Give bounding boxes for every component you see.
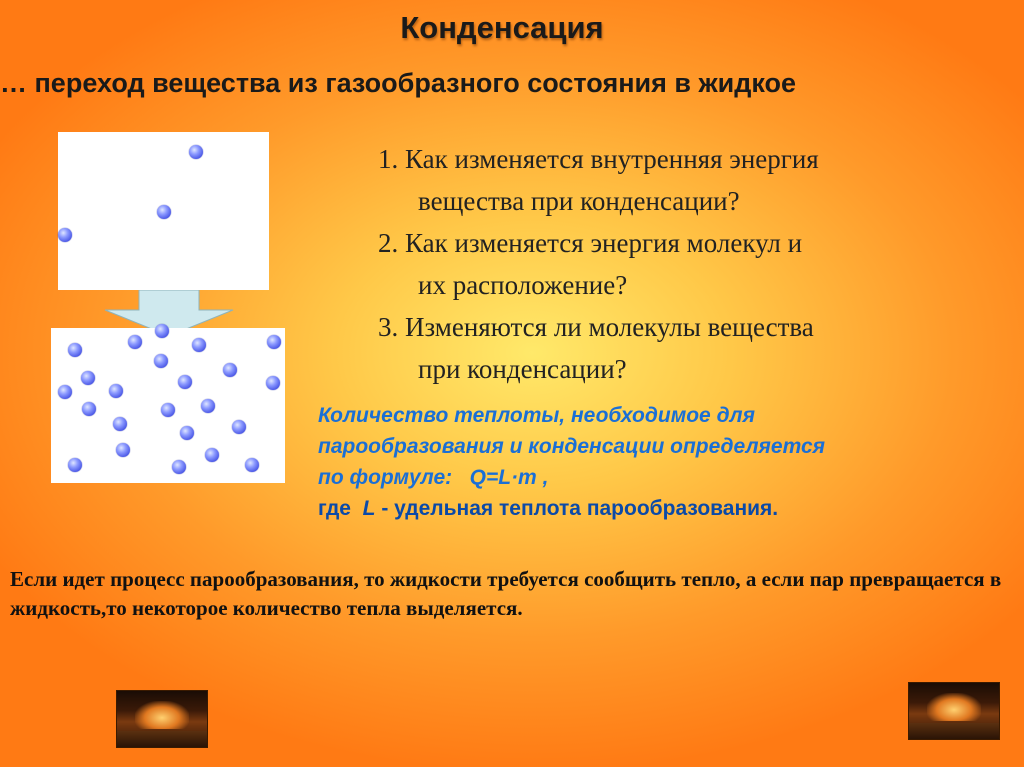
question-3-line-2: при конденсации? [418, 354, 627, 384]
liquid-molecule [192, 338, 206, 352]
formula-line-1: Количество теплоты, необходимое для [318, 404, 755, 427]
question-1-line-1: 1. Как изменяется внутренняя энергия [378, 144, 819, 174]
formula-where: где [318, 497, 351, 520]
liquid-molecule [154, 354, 168, 368]
liquid-molecule [58, 385, 72, 399]
formula-line-3 [318, 462, 1018, 493]
liquid-molecule [180, 426, 194, 440]
ground-image [117, 731, 207, 747]
question-2-line-2: их расположение? [418, 270, 628, 300]
gas-molecule [58, 228, 72, 242]
fire-thumbnail-left[interactable] [116, 690, 208, 748]
liquid-molecule [178, 375, 192, 389]
conclusion-text: Если идет процесс парообразования, то жидкости требуется сообщить тепло, а если пар превращается в жидкость,то некоторое количество тепла выделяется. [10, 567, 1002, 620]
formula-symbol: L [362, 497, 376, 520]
liquid-molecule [82, 402, 96, 416]
liquid-molecule [266, 376, 280, 390]
question-2-line-1: 2. Как изменяется энергия молекул и [378, 228, 803, 258]
liquid-molecule [68, 343, 82, 357]
liquid-molecule [232, 420, 246, 434]
liquid-molecule [116, 443, 130, 457]
liquid-state-diagram [51, 328, 285, 483]
fire-thumbnail-right[interactable] [908, 682, 1000, 740]
question-list [378, 138, 1018, 390]
liquid-molecule [155, 324, 169, 338]
formula-line-2: парообразования и конденсации определяется [318, 435, 826, 458]
formula-line-4 [318, 493, 1018, 524]
liquid-molecule [109, 384, 123, 398]
liquid-molecule [128, 335, 142, 349]
liquid-molecule [113, 417, 127, 431]
liquid-molecule [245, 458, 259, 472]
question-3-line-1: 3. Изменяются ли молекулы вещества [378, 312, 814, 342]
formula-equation: Q=L·m [469, 466, 537, 489]
liquid-molecule [161, 403, 175, 417]
slide-title: Конденсация [400, 10, 604, 45]
flame-image [135, 701, 189, 729]
question-1-line-2: вещества при конденсации? [418, 186, 740, 216]
gas-state-diagram [58, 132, 269, 290]
formula-definition: - удельная теплота парообразования. [381, 497, 779, 520]
gas-molecule [189, 145, 203, 159]
liquid-molecule [68, 458, 82, 472]
gas-molecule [157, 205, 171, 219]
liquid-molecule [81, 371, 95, 385]
liquid-molecule [172, 460, 186, 474]
formula-block [318, 400, 1018, 524]
liquid-molecule [267, 335, 281, 349]
flame-image [927, 693, 981, 721]
ground-image [909, 723, 999, 739]
liquid-molecule [201, 399, 215, 413]
liquid-molecule [205, 448, 219, 462]
liquid-molecule [223, 363, 237, 377]
definition-text: … переход вещества из газообразного состояния в жидкое [0, 68, 796, 98]
formula-suffix: , [542, 466, 549, 489]
formula-prefix: по формуле: [318, 466, 453, 489]
